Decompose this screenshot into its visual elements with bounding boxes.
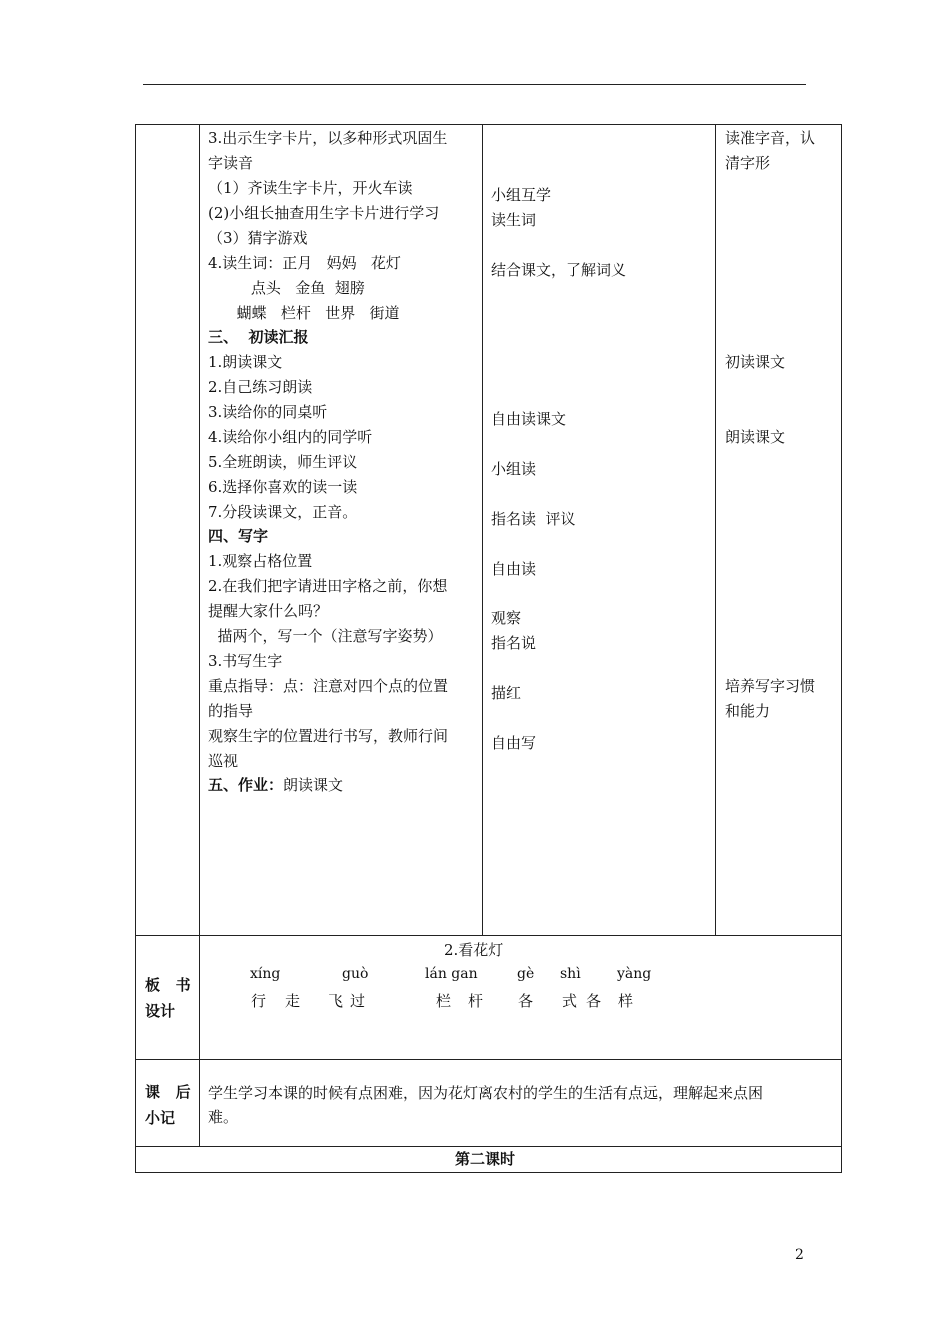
step-line: 字读音	[208, 154, 254, 172]
step-line: 1.观察占格位置	[208, 552, 313, 570]
step-line: 6.选择你喜欢的读一读	[208, 478, 358, 496]
step-line: 3.书写生字	[208, 652, 283, 670]
board-char: 式	[562, 992, 578, 1010]
header-rule	[143, 84, 806, 85]
activity-text: 指名读 评议	[491, 510, 576, 528]
board-char: 样	[618, 992, 634, 1010]
board-label-line1: 板 书	[145, 976, 191, 994]
notes-label-line1: 课 后	[145, 1083, 191, 1101]
step-line: 7.分段读课文，正音。	[208, 503, 358, 521]
step-line: 描两个，写一个（注意写字姿势）	[208, 627, 443, 645]
pinyin: gè	[517, 966, 535, 982]
step-line: 的指导	[208, 702, 254, 720]
step-line: 3.出示生字卡片，以多种形式巩固生	[208, 129, 448, 147]
board-char: 杆	[468, 992, 484, 1010]
step-line: 观察生字的位置进行书写，教师行间	[208, 727, 449, 745]
step-line: 4.读生词：正月 妈妈 花灯	[208, 254, 401, 272]
activity-text: 小组读	[491, 460, 537, 478]
board-label-line2: 设计	[145, 1002, 176, 1020]
intent-text: 培养写字习惯	[725, 677, 816, 695]
page-number: 2	[795, 1247, 804, 1263]
activity-text: 自由读	[491, 560, 537, 578]
activity-text: 自由读课文	[491, 410, 567, 428]
pinyin: shì	[560, 966, 581, 982]
board-char: 各	[518, 992, 534, 1010]
step-line: 提醒大家什么吗？	[208, 602, 329, 620]
step-line: 巡视	[208, 752, 239, 770]
step-line: 点头 金鱼 翅膀	[208, 279, 365, 297]
homework-text: 朗读课文	[283, 776, 344, 794]
step-line: 5.全班朗读，师生评议	[208, 453, 358, 471]
intent-text: 和能力	[725, 702, 771, 720]
lesson-period-label: 第二课时	[455, 1150, 516, 1168]
board-char: 飞	[328, 992, 344, 1010]
step-line: （3）猜字游戏	[208, 229, 308, 247]
intent-text: 初读课文	[725, 353, 786, 371]
notes-text-line2: 难。	[208, 1108, 239, 1126]
board-char: 过	[350, 992, 366, 1010]
pinyin: guò	[342, 966, 369, 982]
board-char: 各	[586, 992, 602, 1010]
intent-text: 清字形	[725, 154, 771, 172]
activity-text: 小组互学	[491, 186, 552, 204]
pinyin: yàng	[617, 966, 652, 982]
step-line: 4.读给你小组内的同学听	[208, 428, 373, 446]
notes-text-line1: 学生学习本课的时候有点困难，因为花灯离农村的学生的生活有点远，理解起来点困	[208, 1084, 764, 1102]
activity-text: 自由写	[491, 734, 537, 752]
notes-label-line2: 小记	[145, 1109, 176, 1127]
board-char: 行	[251, 992, 267, 1010]
activity-text: 观察	[491, 609, 522, 627]
activity-text: 指名说	[491, 634, 537, 652]
step-line: （1）齐读生字卡片，开火车读	[208, 179, 413, 197]
step-line: 1.朗读课文	[208, 353, 283, 371]
board-char: 栏	[436, 992, 452, 1010]
section-heading: 四、写字	[208, 527, 269, 545]
step-line: 2.在我们把字请进田字格之前，你想	[208, 577, 448, 595]
board-char: 走	[285, 992, 301, 1010]
step-line: 3.读给你的同桌听	[208, 403, 328, 421]
section-heading: 五、作业：	[208, 776, 284, 794]
step-line: (2)小组长抽查用生字卡片进行学习	[208, 204, 440, 222]
step-line: 重点指导：点：注意对四个点的位置	[208, 677, 449, 695]
step-line: 蝴蝶 栏杆 世界 街道	[208, 304, 400, 322]
board-title: 2.看花灯	[444, 941, 504, 959]
activity-text: 读生词	[491, 211, 537, 229]
intent-text: 读准字音，认	[725, 129, 816, 147]
pinyin: xíng	[250, 966, 281, 982]
pinyin: lán gan	[425, 966, 478, 982]
homework-line	[208, 773, 343, 798]
activity-text: 结合课文，了解词义	[491, 261, 627, 279]
step-line: 2.自己练习朗读	[208, 378, 313, 396]
section-heading: 三、 初读汇报	[208, 328, 309, 346]
activity-text: 描红	[491, 684, 522, 702]
intent-text: 朗读课文	[725, 428, 786, 446]
